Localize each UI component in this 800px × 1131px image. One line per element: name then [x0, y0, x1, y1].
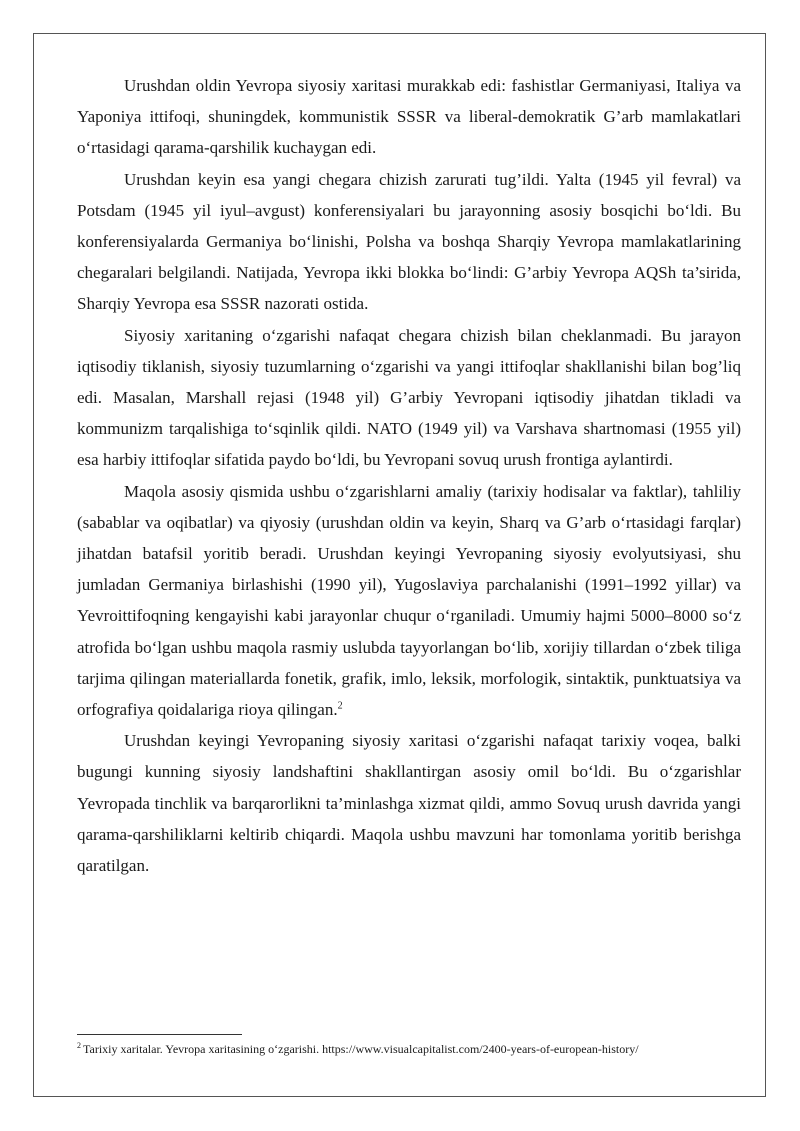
paragraph-4 [77, 476, 741, 726]
paragraph-4-text: Maqola asosiy qismida ushbu o‘zgarishlarni amaliy (tarixiy hodisalar va faktlar), tahliliy (sabablar va oqibatlar) va qiyosiy (urushdan oldin va keyin, Sharq va G’arb o‘rtasidagi farqlar) jihatdan batafsil yoritib beradi. Urushdan keyingi Yevropaning siyosiy evolyutsiyasi, shu jumladan Germaniya birlashishi (1990 yil), Yugoslaviya parchalanishi (1991–1992 yillar) va Yevroittifoqning kengayishi kabi jarayonlar chuqur o‘rganiladi. Umumiy hajmi 5000–8000 so‘z atrofida bo‘lgan ushbu maqola rasmiy uslubda tayyorlangan bo‘lib, xorijiy tillardan o‘zbek tiliga tarjima qilingan materiallarda fonetik, grafik, imlo, leksik, morfologik, sintaktik, punktuatsiya va orfografiya qoidalariga rioya qilingan. [77, 481, 741, 720]
paragraph-5: Urushdan keyingi Yevropaning siyosiy xaritasi o‘zgarishi nafaqat tarixiy voqea, balki bugungi kunning siyosiy landshaftini shakllantirgan asosiy omil bo‘ldi. Bu o‘zgarishlar Yevropada tinchlik va barqarorlikni ta’minlashga xizmat qildi, ammo Sovuq urush davrida yangi qarama-qarshiliklarni keltirib chiqardi. Maqola ushbu mavzuni har tomonlama yoritib berishga qaratilgan. [77, 731, 741, 876]
paragraph-3: Siyosiy xaritaning o‘zgarishi nafaqat chegara chizish bilan cheklanmadi. Bu jarayon iqtisodiy tiklanish, siyosiy tuzumlarning o‘zgarishi va yangi ittifoqlar shakllanishi bilan bog’liq edi. Masalan, Marshall rejasi (1948 yil) G’arbiy Yevropani iqtisodiy jihatdan tikladi va kommunizm tarqalishiga to‘sqinlik qildi. NATO (1949 yil) va Varshava shartnomasi (1955 yil) esa harbiy ittifoqlar sifatida paydo bo‘ldi, bu Yevropani sovuq urush frontiga aylantirdi. [77, 325, 741, 470]
footnote-reference[interactable]: 2 [337, 700, 343, 712]
footnote-marker: 2 [77, 1041, 81, 1050]
document-body [77, 70, 741, 881]
footnote-separator [77, 1034, 242, 1035]
footnote-text: Tarixiy xaritalar. Yevropa xaritasining o‘zgarishi. https://www.visualcapitalist.com/2400-years-of-european-history/ [83, 1042, 639, 1056]
paragraph-1: Urushdan oldin Yevropa siyosiy xaritasi murakkab edi: fashistlar Germaniyasi, Italiya va Yaponiya ittifoqi, shuningdek, kommunistik SSSR va liberal-demokratik G’arb mamlakatlari o‘rtasidagi qarama-qarshilik kuchaygan edi. [77, 76, 741, 158]
paragraph-2: Urushdan keyin esa yangi chegara chizish zarurati tug’ildi. Yalta (1945 yil fevral) va Potsdam (1945 yil iyul–avgust) konferensiyalari bu jarayonning asosiy bosqichi bo‘ldi. Bu konferensiyalarda Germaniya bo‘linishi, Polsha va boshqa Sharqiy Yevropa mamlakatlarining chegaralari belgilandi. Natijada, Yevropa ikki blokka bo‘lindi: G’arbiy Yevropa AQSh ta’sirida, Sharqiy Yevropa esa SSSR nazorati ostida. [77, 169, 741, 314]
footnote [77, 1041, 741, 1057]
